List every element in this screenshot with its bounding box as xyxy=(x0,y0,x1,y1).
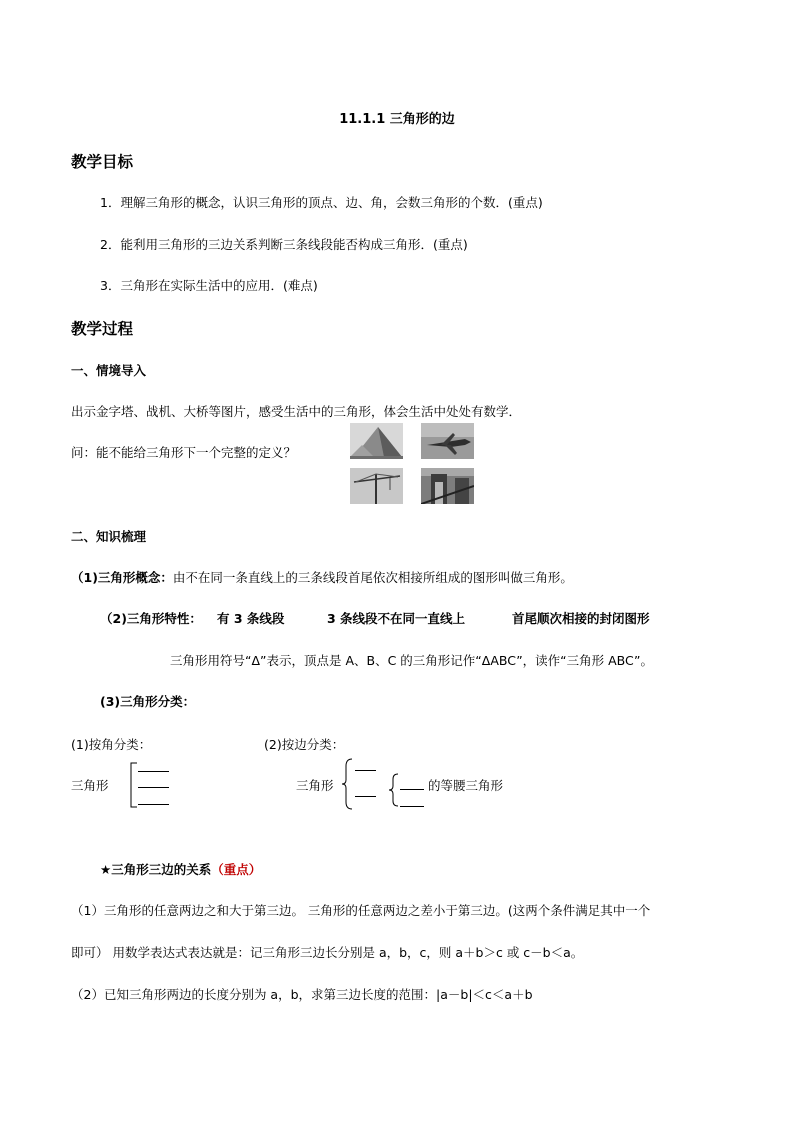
page-title: 11.1.1 三角形的边 xyxy=(339,112,455,127)
key-tag: （重点） xyxy=(211,862,262,877)
concept-label: （1)三角形概念： xyxy=(71,570,173,585)
goal-item-3: 3．三角形在实际生活中的应用．(难点) xyxy=(100,278,318,293)
fighter-jet-photo xyxy=(421,423,474,459)
goal-item-2: 2．能利用三角形的三边关系判断三条线段能否构成三角形．(重点) xyxy=(100,237,468,252)
side-blank-1 xyxy=(355,770,376,771)
side-blank-4 xyxy=(400,806,424,807)
by-angle-label: (1)按角分类： xyxy=(71,737,152,752)
feature-label: （2)三角形特性： xyxy=(100,611,202,626)
concept-text: 由不在同一条直线上的三条线段首尾依次相接所组成的图形叫做三角形。 xyxy=(172,570,573,585)
angle-triangle-word: 三角形 xyxy=(71,778,109,793)
angle-blank-1 xyxy=(138,771,169,772)
side-blank-3 xyxy=(400,789,424,790)
process-heading: 教学过程 xyxy=(71,320,134,338)
feature-1: 有 3 条线段 xyxy=(217,611,285,626)
by-side-label: (2)按边分类： xyxy=(264,737,345,752)
bridge-photo xyxy=(421,468,474,504)
side-brace-inner xyxy=(388,773,400,807)
goal-item-1: 1．理解三角形的概念，认识三角形的顶点、边、角，会数三角形的个数．(重点) xyxy=(100,195,543,210)
symbol-line: 三角形用符号“Δ”表示，顶点是 A、B、C 的三角形记作“ΔABC”，读作“三角形 ABC”。 xyxy=(170,653,653,668)
feature-2: 3 条线段不在同一直线上 xyxy=(327,611,466,626)
angle-blank-2 xyxy=(138,787,169,788)
intro-line: 出示金字塔、战机、大桥等图片，感受生活中的三角形，体会生活中处处有数学． xyxy=(71,404,522,419)
part2-heading: 二、知识梳理 xyxy=(71,529,147,544)
side-triangle-word: 三角形 xyxy=(296,778,334,793)
angle-blank-3 xyxy=(138,804,169,805)
relation-item-1-line-1: （1）三角形的任意两边之和大于第三边。 三角形的任意两边之差小于第三边。(这两个条件满足其中一个 xyxy=(71,903,651,918)
relation-heading xyxy=(100,860,261,878)
relation-item-1-line-2: 即可） 用数学表达式表达就是：记三角形三边长分别是 a，b，c，则 a＋b＞c 或 c－b＜a。 xyxy=(71,945,584,960)
classification-heading: (3)三角形分类： xyxy=(100,694,196,709)
side-brace-outer xyxy=(340,758,354,810)
side-blank-2 xyxy=(355,796,376,797)
relation-title: ★三角形三边的关系 xyxy=(100,862,212,877)
question-line: 问：能不能给三角形下一个完整的定义？ xyxy=(71,445,297,460)
pyramid-photo xyxy=(350,423,403,459)
relation-item-2: （2）已知三角形两边的长度分别为 a，b，求第三边长度的范围：|a－b|＜c＜a＋b xyxy=(71,987,533,1002)
angle-bracket xyxy=(128,762,138,808)
goals-heading: 教学目标 xyxy=(71,153,134,171)
concept-line xyxy=(71,568,573,586)
feature-3: 首尾顺次相接的封闭图形 xyxy=(512,611,650,626)
isosceles-text: 的等腰三角形 xyxy=(428,778,504,793)
part1-heading: 一、情境导入 xyxy=(71,363,147,378)
crane-photo xyxy=(350,468,403,504)
